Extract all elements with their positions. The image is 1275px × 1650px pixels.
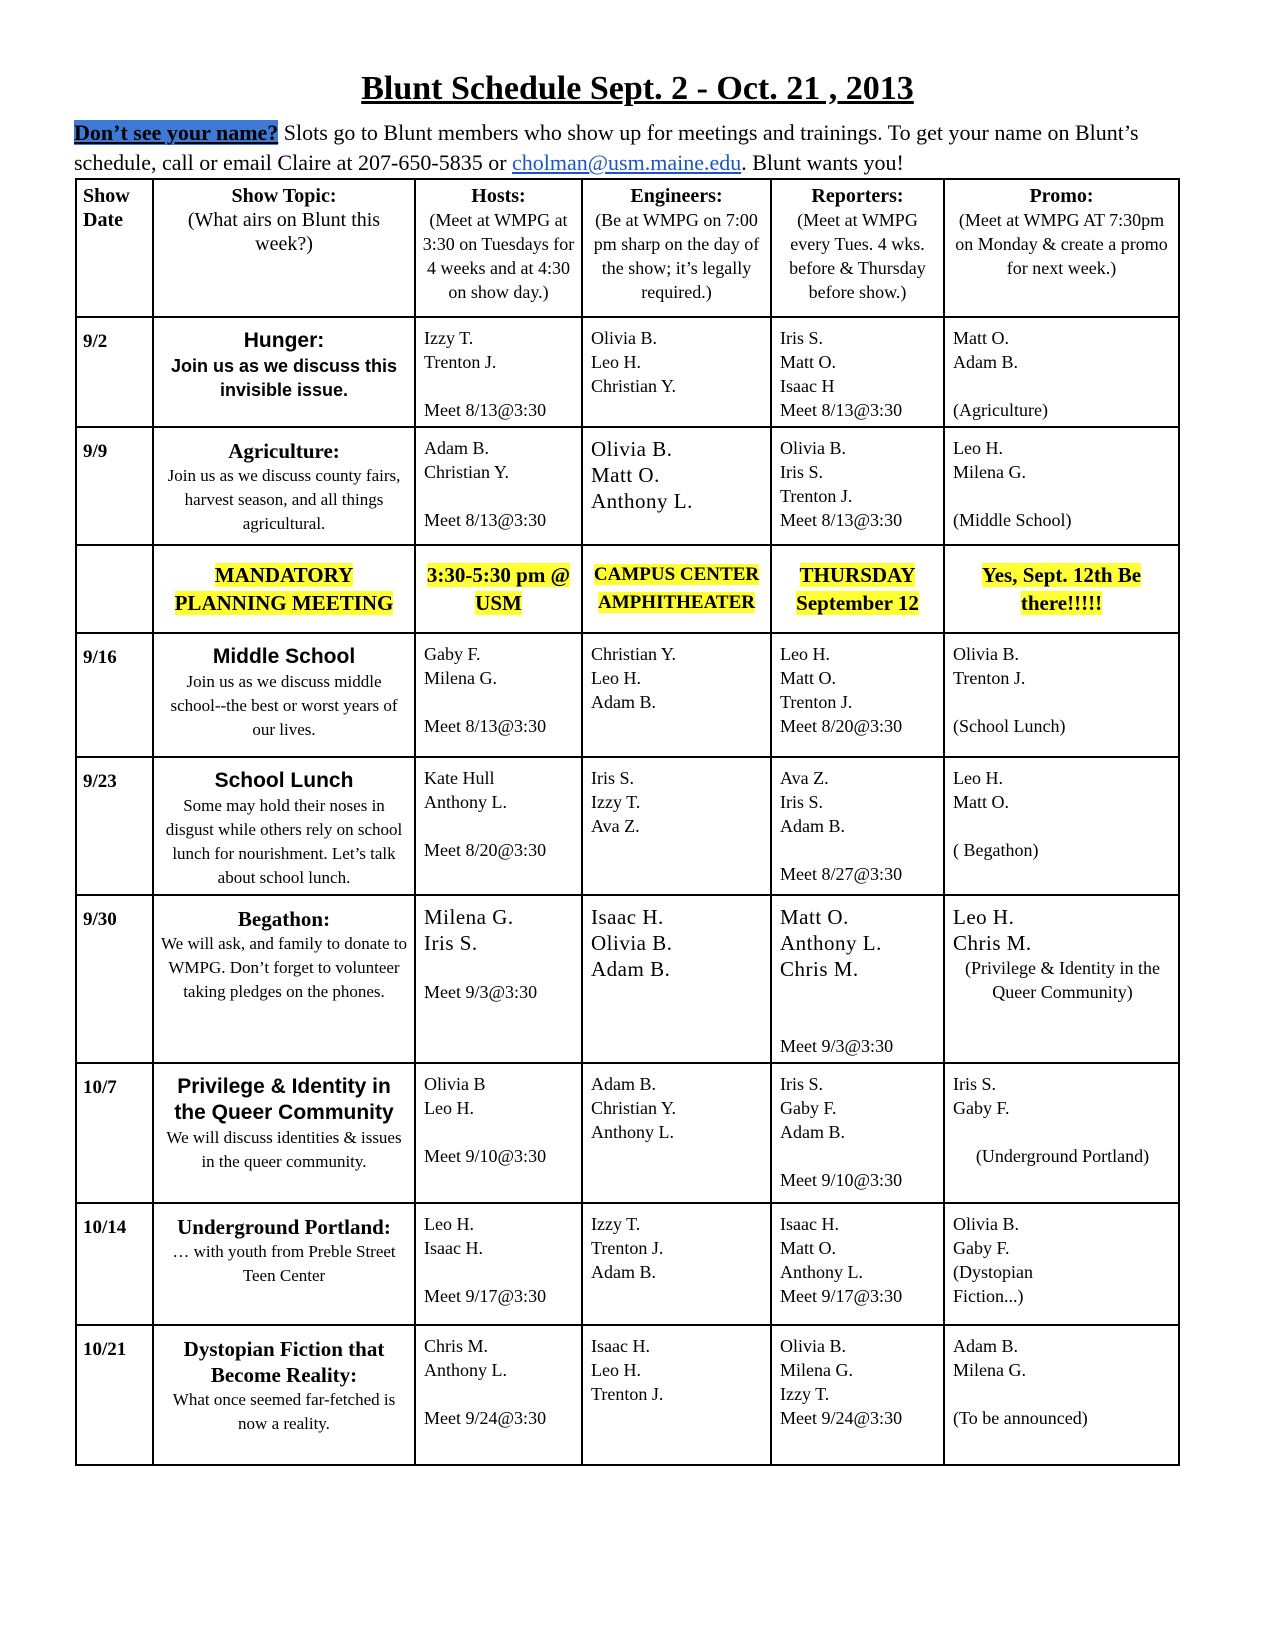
- show-topic-description: We will discuss identities & issues in the queer community.: [166, 1128, 402, 1171]
- reporters-name: Adam B.: [780, 816, 845, 836]
- hosts-name: Trenton J.: [424, 352, 497, 372]
- reporters-cell: [771, 633, 944, 757]
- promo-next-topic: (Privilege & Identity in the Queer Community): [965, 958, 1160, 1002]
- show-topic-cell: [153, 633, 415, 757]
- header-hosts-sub: (Meet at WMPG at 3:30 on Tuesdays for 4 weeks and at 4:30 on show day.): [422, 210, 575, 302]
- promo-name: Matt O.: [953, 328, 1009, 348]
- hosts-name: Anthony L.: [424, 792, 507, 812]
- reporters-meeting-time: Meet 9/24@3:30: [780, 1408, 903, 1428]
- header-reporters-sub: (Meet at WMPG every Tues. 4 wks. before & Thursday before show.): [789, 210, 926, 302]
- show-topic-cell: [153, 1203, 415, 1325]
- spacer: [424, 1382, 575, 1406]
- show-topic-title: Begathon:: [237, 907, 331, 931]
- show-date: 9/2: [76, 317, 153, 427]
- engineers-name: Christian Y.: [591, 1098, 677, 1118]
- hosts-cell: [415, 757, 582, 895]
- spacer: [780, 1144, 937, 1168]
- promo-name: Iris S.: [953, 1074, 997, 1094]
- schedule-table: [75, 178, 1180, 1466]
- intro-text: Slots go to Blunt members who show up for meetings and trainings. To get your name on Blunt’s schedule, call or email Claire at 207-650-5835 or: [74, 120, 1139, 175]
- schedule-row: [76, 895, 1179, 1063]
- reporters-name: Anthony L.: [780, 1262, 863, 1282]
- engineers-cell: [582, 1325, 771, 1465]
- promo-next-topic: (Middle School): [953, 510, 1072, 530]
- reporters-name: Matt O.: [780, 905, 849, 929]
- reporters-name: Matt O.: [780, 352, 836, 372]
- engineers-cell: [582, 1063, 771, 1203]
- show-topic-title: Dystopian Fiction that Become Reality:: [183, 1337, 385, 1387]
- promo-next-topic: (School Lunch): [953, 716, 1066, 736]
- reporters-name: Iris S.: [780, 792, 824, 812]
- promo-name: Trenton J.: [953, 668, 1026, 688]
- promo-cell: [944, 1063, 1179, 1203]
- reporters-name: Olivia B.: [780, 1336, 846, 1356]
- promo-name: Gaby F.: [953, 1238, 1010, 1258]
- engineers-name: Izzy T.: [591, 1214, 641, 1234]
- reporters-name: Anthony L.: [780, 931, 882, 955]
- spacer: [780, 838, 937, 862]
- schedule-row: [76, 633, 1179, 757]
- promo-name: Olivia B.: [953, 1214, 1019, 1234]
- promo-cell: [944, 633, 1179, 757]
- header-topic-label: Show Topic:: [231, 185, 337, 207]
- reporters-name: Iris S.: [780, 462, 824, 482]
- promo-name: (Dystopian: [953, 1262, 1033, 1282]
- hosts-name: Iris S.: [424, 931, 478, 955]
- hosts-name: Milena G.: [424, 668, 497, 688]
- show-topic-cell: [153, 1325, 415, 1465]
- engineers-name: Adam B.: [591, 1074, 656, 1094]
- schedule-row: [76, 427, 1179, 545]
- reporters-meeting-time: Meet 9/3@3:30: [780, 1036, 894, 1056]
- promo-name: Adam B.: [953, 352, 1018, 372]
- engineers-name: Leo H.: [591, 668, 641, 688]
- header-hosts: [415, 179, 582, 317]
- header-topic-sub: (What airs on Blunt this week?): [187, 209, 381, 255]
- show-topic-title: Agriculture:: [228, 439, 340, 463]
- show-topic-description: … with youth from Preble Street Teen Center: [172, 1242, 396, 1285]
- promo-cell: [944, 1203, 1179, 1325]
- show-topic-description: We will ask, and family to donate to WMPG. Don’t forget to volunteer taking pledges on the phones.: [160, 934, 408, 1001]
- engineers-cell: [582, 1203, 771, 1325]
- reporters-cell: [771, 1203, 944, 1325]
- reporters-name: Leo H.: [780, 644, 830, 664]
- hosts-name: Olivia B: [424, 1074, 486, 1094]
- mandatory-meeting-row: [76, 545, 1179, 633]
- promo-cell: [944, 317, 1179, 427]
- reporters-cell: [771, 317, 944, 427]
- header-promo-sub: (Meet at WMPG AT 7:30pm on Monday & create a promo for next week.): [955, 210, 1168, 278]
- spacer: [953, 814, 1172, 838]
- hosts-name: Isaac H.: [424, 1238, 483, 1258]
- header-reporters-label: Reporters:: [811, 185, 904, 207]
- spacer: [953, 1382, 1172, 1406]
- engineers-name: Matt O.: [591, 463, 660, 487]
- hosts-name: Leo H.: [424, 1214, 474, 1234]
- show-topic-cell: [153, 895, 415, 1063]
- reporters-cell: [771, 757, 944, 895]
- spacer: [780, 982, 937, 1006]
- engineers-name: Christian Y.: [591, 376, 677, 396]
- intro-highlight: Don’t see your name?: [74, 120, 279, 145]
- spacer: [953, 484, 1172, 508]
- header-reporters: [771, 179, 944, 317]
- reporters-name: Gaby F.: [780, 1098, 837, 1118]
- engineers-name: Christian Y.: [591, 644, 677, 664]
- spacer: [424, 814, 575, 838]
- reporters-name: Olivia B.: [780, 438, 846, 458]
- reporters-name: Milena G.: [780, 1360, 853, 1380]
- promo-name: Olivia B.: [953, 644, 1019, 664]
- spacer: [424, 1260, 575, 1284]
- mandatory-time: 3:30-5:30 pm @ USM: [426, 563, 571, 615]
- show-date: 9/23: [76, 757, 153, 895]
- hosts-name: Izzy T.: [424, 328, 474, 348]
- hosts-cell: [415, 427, 582, 545]
- show-date: 10/21: [76, 1325, 153, 1465]
- reporters-name: Trenton J.: [780, 692, 853, 712]
- mandatory-topic-cell: [153, 545, 415, 633]
- page-title: Blunt Schedule Sept. 2 - Oct. 21 , 2013: [361, 70, 914, 107]
- show-topic-title: Privilege & Identity in the Queer Community: [174, 1075, 394, 1124]
- engineers-name: Ava Z.: [591, 816, 640, 836]
- promo-name: Leo H.: [953, 438, 1003, 458]
- contact-email-link[interactable]: cholman@usm.maine.edu: [512, 150, 742, 175]
- mandatory-day: THURSDAY September 12: [796, 563, 919, 615]
- promo-name: Leo H.: [953, 768, 1003, 788]
- header-promo: [944, 179, 1179, 317]
- engineers-name: Trenton J.: [591, 1384, 664, 1404]
- show-topic-title: Middle School: [212, 645, 356, 668]
- spacer: [424, 484, 575, 508]
- mandatory-topic: MANDATORY PLANNING MEETING: [174, 563, 394, 615]
- hosts-name: Chris M.: [424, 1336, 489, 1356]
- reporters-meeting-time: Meet 9/17@3:30: [780, 1286, 903, 1306]
- promo-name: Chris M.: [953, 931, 1032, 955]
- hosts-name: Kate Hull: [424, 768, 495, 788]
- engineers-name: Olivia B.: [591, 437, 673, 461]
- hosts-meeting-time: Meet 8/13@3:30: [424, 716, 547, 736]
- engineers-name: Anthony L.: [591, 489, 693, 513]
- engineers-cell: [582, 317, 771, 427]
- hosts-cell: [415, 633, 582, 757]
- hosts-meeting-time: Meet 8/20@3:30: [424, 840, 547, 860]
- reporters-meeting-time: Meet 8/27@3:30: [780, 864, 903, 884]
- hosts-meeting-time: Meet 9/17@3:30: [424, 1286, 547, 1306]
- spacer: [424, 1120, 575, 1144]
- hosts-meeting-time: Meet 8/13@3:30: [424, 400, 547, 420]
- header-show-date: Show Date: [76, 179, 153, 317]
- reporters-name: Trenton J.: [780, 486, 853, 506]
- hosts-meeting-time: Meet 9/10@3:30: [424, 1146, 547, 1166]
- engineers-cell: [582, 757, 771, 895]
- promo-cell: [944, 757, 1179, 895]
- hosts-cell: [415, 1325, 582, 1465]
- promo-cell: [944, 895, 1179, 1063]
- schedule-row: [76, 317, 1179, 427]
- hosts-cell: [415, 895, 582, 1063]
- promo-name: Leo H.: [953, 905, 1015, 929]
- spacer: [953, 374, 1172, 398]
- hosts-cell: [415, 317, 582, 427]
- hosts-cell: [415, 1063, 582, 1203]
- hosts-name: Gaby F.: [424, 644, 481, 664]
- spacer: [424, 690, 575, 714]
- spacer: [424, 374, 575, 398]
- schedule-row: [76, 757, 1179, 895]
- engineers-name: Olivia B.: [591, 328, 657, 348]
- mandatory-place: CAMPUS CENTER AMPHITHEATER: [593, 564, 760, 613]
- engineers-cell: [582, 895, 771, 1063]
- show-topic-description: Some may hold their noses in disgust while others rely on school lunch for nourishment. Let’s talk about school lunch.: [165, 796, 403, 887]
- reporters-cell: [771, 427, 944, 545]
- hosts-name: Anthony L.: [424, 1360, 507, 1380]
- mandatory-time-cell: [415, 545, 582, 633]
- hosts-meeting-time: Meet 9/3@3:30: [424, 982, 538, 1002]
- show-topic-title: School Lunch: [214, 769, 354, 792]
- hosts-cell: [415, 1203, 582, 1325]
- engineers-name: Leo H.: [591, 352, 641, 372]
- mandatory-reminder: Yes, Sept. 12th Be there!!!!!: [981, 563, 1142, 615]
- schedule-row: [76, 1325, 1179, 1465]
- mandatory-reminder-cell: [944, 545, 1179, 633]
- show-topic-title: Underground Portland:: [177, 1215, 391, 1239]
- header-promo-label: Promo:: [1029, 185, 1094, 207]
- show-topic-title: Hunger:: [243, 329, 325, 352]
- reporters-cell: [771, 895, 944, 1063]
- show-topic-description: Join us as we discuss this invisible issue.: [170, 356, 398, 400]
- engineers-name: Isaac H.: [591, 1336, 650, 1356]
- show-topic-description: What once seemed far-fetched is now a reality.: [172, 1390, 396, 1433]
- hosts-name: Adam B.: [424, 438, 489, 458]
- show-date: 9/9: [76, 427, 153, 545]
- engineers-name: Trenton J.: [591, 1238, 664, 1258]
- reporters-name: Ava Z.: [780, 768, 829, 788]
- engineers-name: Olivia B.: [591, 931, 673, 955]
- engineers-cell: [582, 427, 771, 545]
- hosts-name: Christian Y.: [424, 462, 510, 482]
- show-topic-cell: [153, 1063, 415, 1203]
- header-show-topic: [153, 179, 415, 317]
- header-engineers-label: Engineers:: [630, 185, 723, 207]
- reporters-name: Iris S.: [780, 1074, 824, 1094]
- show-date: 10/14: [76, 1203, 153, 1325]
- promo-cell: [944, 1325, 1179, 1465]
- intro-closing: . Blunt wants you!: [741, 150, 904, 175]
- promo-next-topic: (To be announced): [953, 1408, 1088, 1428]
- reporters-meeting-time: Meet 8/13@3:30: [780, 400, 903, 420]
- reporters-name: Matt O.: [780, 668, 836, 688]
- show-topic-cell: [153, 757, 415, 895]
- reporters-name: Izzy T.: [780, 1384, 830, 1404]
- promo-name: Gaby F.: [953, 1098, 1010, 1118]
- reporters-meeting-time: Meet 8/20@3:30: [780, 716, 903, 736]
- mandatory-place-cell: [582, 545, 771, 633]
- engineers-name: Iris S.: [591, 768, 635, 788]
- reporters-meeting-time: Meet 9/10@3:30: [780, 1170, 903, 1190]
- hosts-name: Milena G.: [424, 905, 514, 929]
- show-topic-cell: [153, 427, 415, 545]
- hosts-meeting-time: Meet 8/13@3:30: [424, 510, 547, 530]
- show-topic-description: Join us as we discuss county fairs, harvest season, and all things agricultural.: [167, 466, 401, 533]
- show-date: 9/30: [76, 895, 153, 1063]
- show-date: 9/16: [76, 633, 153, 757]
- reporters-name: Chris M.: [780, 957, 859, 981]
- reporters-name: Isaac H: [780, 376, 835, 396]
- promo-next-topic: ( Begathon): [953, 840, 1039, 860]
- engineers-cell: [582, 633, 771, 757]
- header-engineers: [582, 179, 771, 317]
- hosts-name: Leo H.: [424, 1098, 474, 1118]
- schedule-row: [76, 1063, 1179, 1203]
- promo-name: Fiction...): [953, 1286, 1024, 1306]
- engineers-name: Isaac H.: [591, 905, 664, 929]
- header-engineers-sub: (Be at WMPG on 7:00 pm sharp on the day of the show; it’s legally required.): [593, 210, 760, 302]
- show-topic-cell: [153, 317, 415, 427]
- promo-name: Adam B.: [953, 1336, 1018, 1356]
- show-date: 10/7: [76, 1063, 153, 1203]
- engineers-name: Adam B.: [591, 957, 671, 981]
- hosts-meeting-time: Meet 9/24@3:30: [424, 1408, 547, 1428]
- spacer: [424, 956, 575, 980]
- engineers-name: Izzy T.: [591, 792, 641, 812]
- promo-next-topic: (Underground Portland): [975, 1146, 1150, 1166]
- promo-next-topic: (Agriculture): [953, 400, 1048, 420]
- engineers-name: Adam B.: [591, 692, 656, 712]
- reporters-name: Iris S.: [780, 328, 824, 348]
- mandatory-date-cell: [76, 545, 153, 633]
- mandatory-day-cell: [771, 545, 944, 633]
- promo-cell: [944, 427, 1179, 545]
- show-topic-description: Join us as we discuss middle school--the best or worst years of our lives.: [170, 672, 398, 739]
- reporters-name: Matt O.: [780, 1238, 836, 1258]
- intro-paragraph: [74, 118, 1224, 178]
- reporters-name: Isaac H.: [780, 1214, 839, 1234]
- engineers-name: Leo H.: [591, 1360, 641, 1380]
- reporters-meeting-time: Meet 8/13@3:30: [780, 510, 903, 530]
- promo-name: Milena G.: [953, 462, 1026, 482]
- schedule-row: [76, 1203, 1179, 1325]
- header-hosts-label: Hosts:: [471, 185, 526, 207]
- spacer: [953, 1120, 1172, 1144]
- reporters-cell: [771, 1325, 944, 1465]
- engineers-name: Adam B.: [591, 1262, 656, 1282]
- reporters-cell: [771, 1063, 944, 1203]
- promo-name: Milena G.: [953, 1360, 1026, 1380]
- reporters-name: Adam B.: [780, 1122, 845, 1142]
- engineers-name: Anthony L.: [591, 1122, 674, 1142]
- spacer: [953, 690, 1172, 714]
- promo-name: Matt O.: [953, 792, 1009, 812]
